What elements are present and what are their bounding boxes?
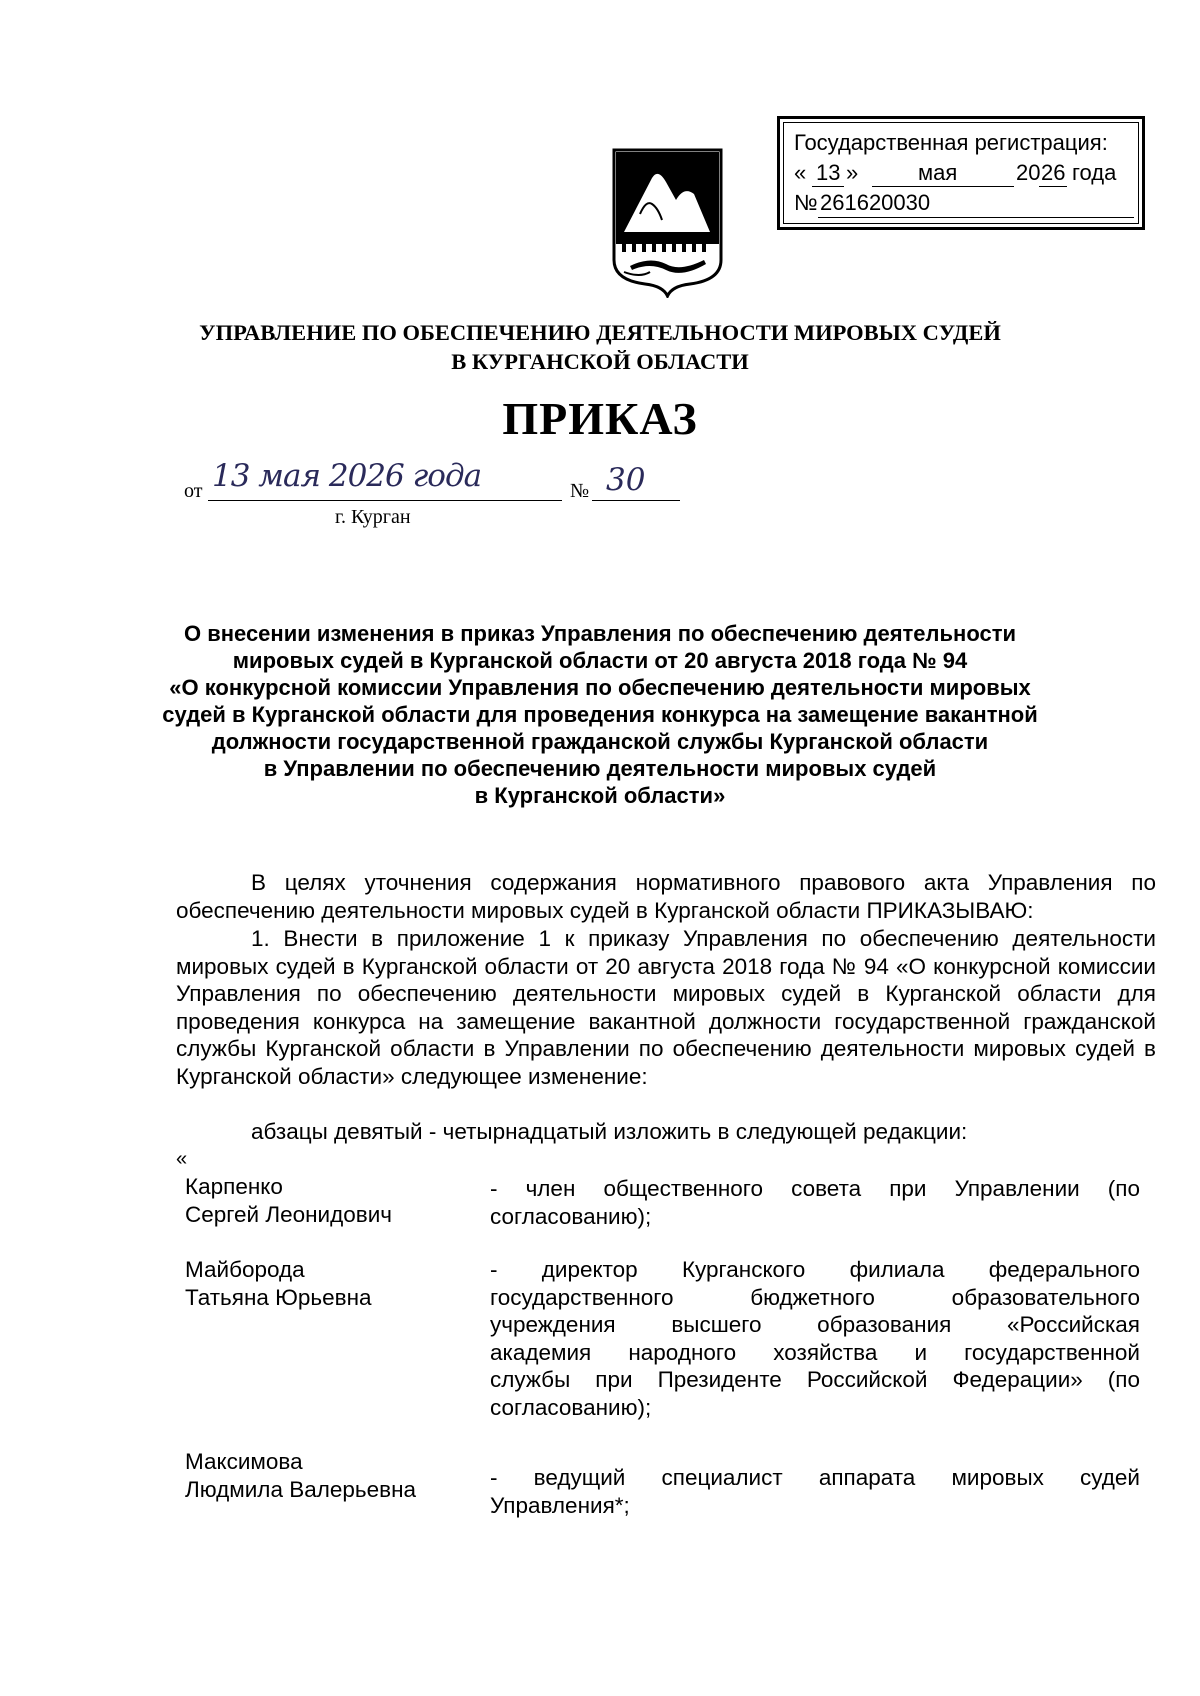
city-label: г. Курган bbox=[335, 506, 411, 528]
member-given-names: Татьяна Юрьевна bbox=[185, 1285, 372, 1310]
coat-of-arms-emblem bbox=[610, 148, 725, 298]
member-surname: Карпенко bbox=[185, 1174, 283, 1199]
member-given-names: Людмила Валерьевна bbox=[185, 1477, 417, 1502]
registration-month-underline bbox=[872, 186, 1014, 187]
org-name-line2: В КУРГАНСКОЙ ОБЛАСТИ bbox=[451, 349, 749, 374]
subject-line: в Управлении по обеспечению деятельности мировых судей bbox=[263, 756, 937, 781]
member-role: - ведущий специалист аппарата мировых судей Управления*; bbox=[490, 1465, 1140, 1518]
subject-line: должности государственной гражданской службы Курганской области bbox=[211, 729, 989, 754]
document-type-title: ПРИКАЗ bbox=[502, 393, 698, 444]
registration-number: 261620030 bbox=[820, 190, 931, 215]
member-surname: Майборода bbox=[185, 1257, 305, 1282]
registration-year-underline bbox=[1039, 186, 1067, 187]
registration-title: Государственная регистрация: bbox=[794, 130, 1108, 155]
registration-year-word: года bbox=[1072, 160, 1117, 185]
member-surname: Максимова bbox=[185, 1449, 303, 1474]
subject-line: О внесении изменения в приказ Управления по обеспечению деятельности bbox=[183, 621, 1017, 646]
registration-day: 13 bbox=[816, 160, 841, 185]
registration-year-prefix: 20 bbox=[1016, 160, 1041, 185]
registration-month: мая bbox=[918, 160, 958, 185]
item1-paragraph: 1. Внести в приложение 1 к приказу Управления по обеспечению деятельности мировых судей в Курганской области от 20 августа 2018 года № 94 «О конкурсной комиссии Управления по обеспечению деятельности мировых судей в Курганской области для проведения конкурса на замещение вакантной должности государственной гражданской службы Курганской области в Управлении по обеспечению деятельности мировых судей в Курганской области» следующее изменение: bbox=[176, 926, 1156, 1089]
member-role: - директор Курганского филиала федерального государственного бюджетного образовательного учреждения высшего образования «Российская академия народного хозяйства и государственной службы при Президенте Российской Федерации» (по согласованию); bbox=[490, 1257, 1140, 1420]
number-underline bbox=[592, 500, 680, 501]
subject-line: мировых судей в Курганской области от 20 августа 2018 года № 94 bbox=[232, 648, 968, 673]
registration-stamp bbox=[777, 116, 1145, 230]
number-label: № bbox=[570, 480, 590, 502]
subject-line: в Курганской области» bbox=[474, 783, 726, 808]
registration-day-underline bbox=[812, 186, 844, 187]
date-underline bbox=[208, 500, 562, 501]
registration-number-label: № bbox=[794, 190, 818, 215]
registration-open-quote: « bbox=[794, 160, 807, 185]
preamble-paragraph: В целях уточнения содержания нормативного правового акта Управления по обеспечению деятельности мировых судей в Курганской области ПРИКАЗЫВАЮ: bbox=[176, 870, 1156, 923]
org-name-line1: УПРАВЛЕНИЕ ПО ОБЕСПЕЧЕНИЮ ДЕЯТЕЛЬНОСТИ МИРОВЫХ СУДЕЙ bbox=[199, 320, 1001, 345]
open-quote-mark: « bbox=[176, 1148, 188, 1170]
registration-number-underline bbox=[818, 217, 1134, 218]
member-role: - член общественного совета при Управлении (по согласованию); bbox=[490, 1176, 1140, 1229]
registration-close-quote: » bbox=[846, 160, 859, 185]
number-handwritten: 30 bbox=[606, 462, 646, 498]
date-handwritten: 13 мая 2026 года bbox=[212, 458, 482, 494]
subject-line: судей в Курганской области для проведения конкурса на замещение вакантной bbox=[162, 702, 1038, 727]
member-given-names: Сергей Леонидович bbox=[185, 1202, 392, 1227]
subject-line: «О конкурсной комиссии Управления по обеспечению деятельности мировых bbox=[169, 675, 1031, 700]
registration-year-suffix: 26 bbox=[1041, 160, 1066, 185]
from-label: от bbox=[184, 480, 203, 502]
item1-sub-paragraph: абзацы девятый - четырнадцатый изложить в следующей редакции: bbox=[251, 1119, 968, 1144]
